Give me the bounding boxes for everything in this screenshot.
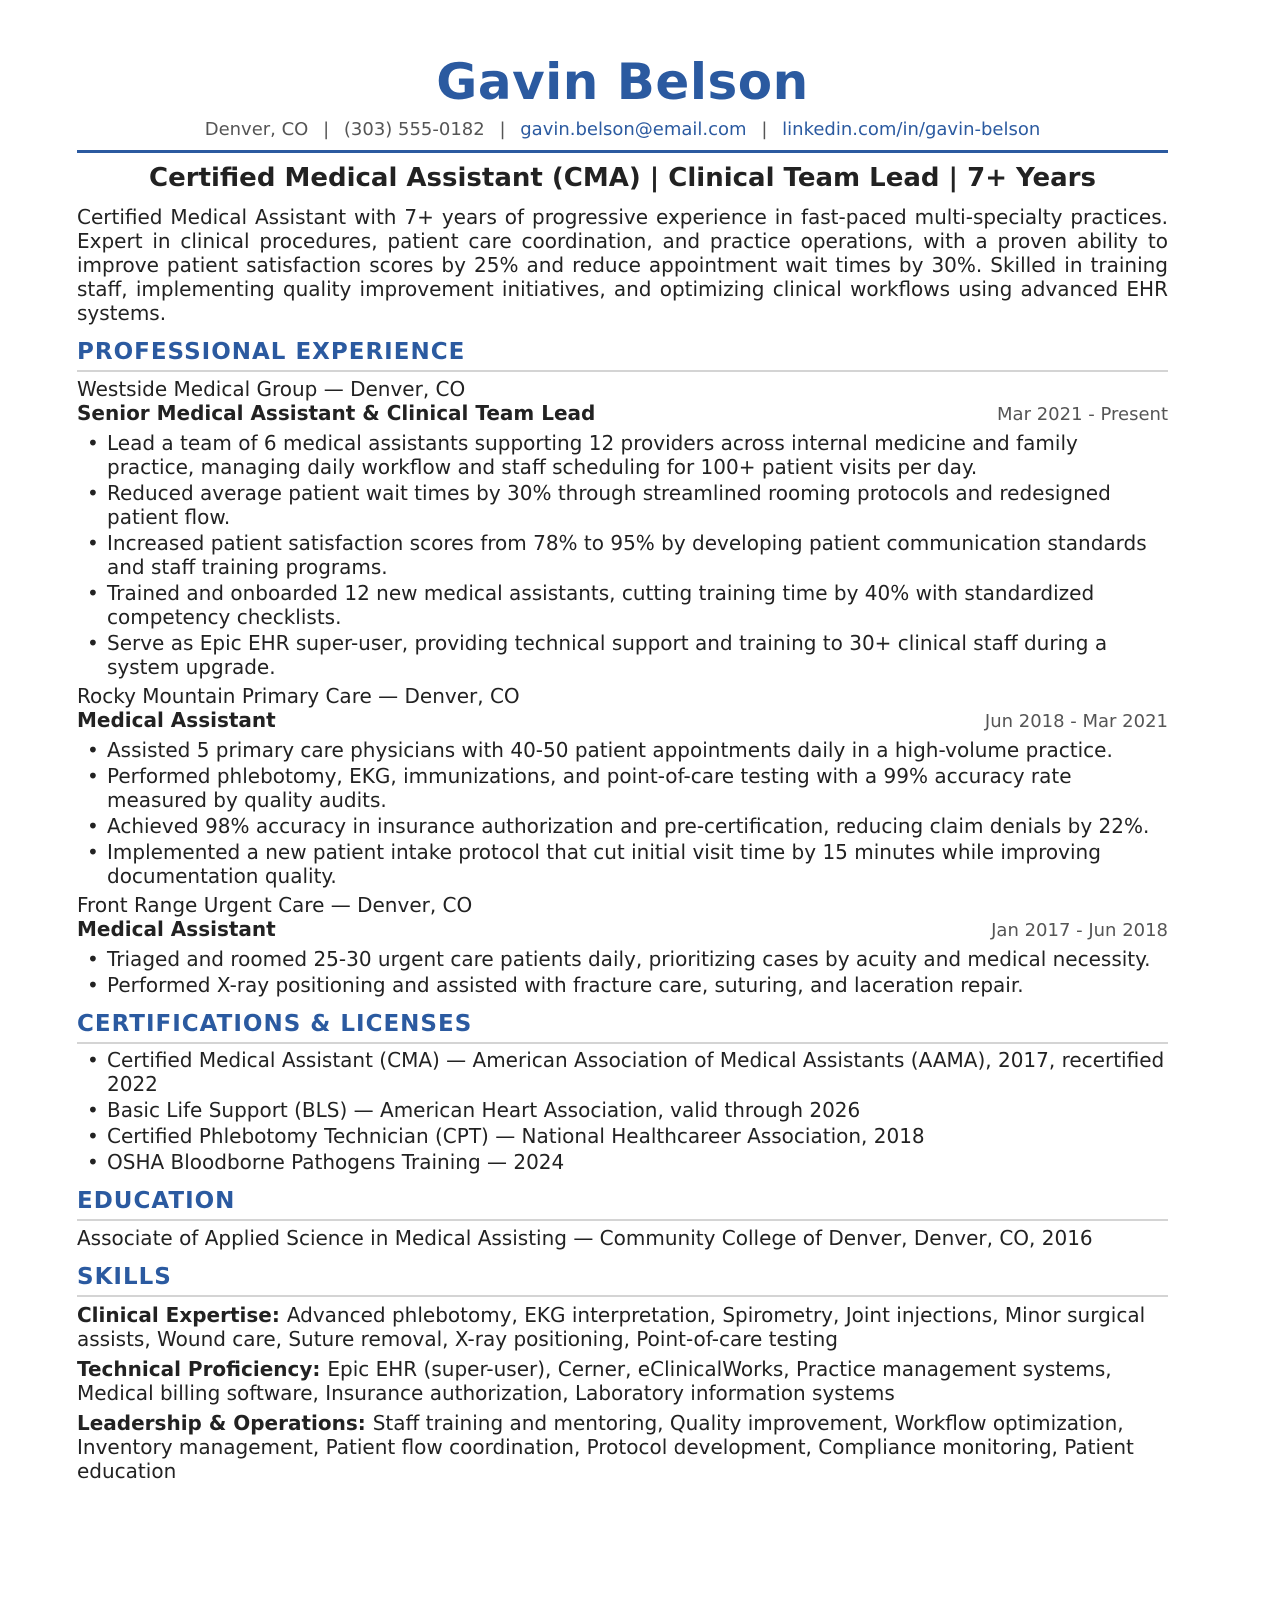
job-dates: Mar 2021 - Present xyxy=(997,404,1168,425)
section-title-certifications: CERTIFICATIONS & LICENSES xyxy=(77,1010,1168,1044)
candidate-name: Gavin Belson xyxy=(436,53,809,111)
job-entry xyxy=(77,684,1168,888)
contact-separator: | xyxy=(761,119,768,140)
job-bullet: • Assisted 5 primary care physicians with 40-50 patient appointments daily in a high-volume practice. xyxy=(87,738,1168,762)
job-bullets xyxy=(77,947,1168,997)
job-role-row xyxy=(77,917,1168,943)
certification-item: • OSHA Bloodborne Pathogens Training — 2024 xyxy=(87,1150,1168,1174)
job-bullets xyxy=(77,431,1168,679)
job-company: Westside Medical Group — Denver, CO xyxy=(77,377,466,401)
skill-group xyxy=(77,1411,1168,1483)
contact-email-link[interactable]: gavin.belson@email.com xyxy=(520,119,747,140)
job-role-row xyxy=(77,401,1168,427)
certification-item: • Certified Medical Assistant (CMA) — American Association of Medical Assistants (AAMA), 2017, recertified 2022 xyxy=(87,1048,1168,1096)
skill-group-label: Clinical Expertise: xyxy=(77,1303,287,1327)
contact-location: Denver, CO xyxy=(204,119,309,140)
certification-item: • Basic Life Support (BLS) — American Heart Association, valid through 2026 xyxy=(87,1098,1168,1122)
section-title-education: EDUCATION xyxy=(77,1187,1168,1221)
skill-group-label: Leadership & Operations: xyxy=(77,1411,373,1435)
contact-separator: | xyxy=(323,119,330,140)
section-title-experience: PROFESSIONAL EXPERIENCE xyxy=(77,338,1168,372)
job-role: Medical Assistant xyxy=(77,708,276,732)
job-role: Medical Assistant xyxy=(77,917,276,941)
certification-item: • Certified Phlebotomy Technician (CPT) — National Healthcareer Association, 2018 xyxy=(87,1124,1168,1148)
contact-separator: | xyxy=(499,119,506,140)
job-bullet: • Performed phlebotomy, EKG, immunizations, and point-of-care testing with a 99% accuracy rate measured by quality audits. xyxy=(87,764,1168,812)
skill-group xyxy=(77,1357,1168,1405)
job-bullet: • Triaged and roomed 25-30 urgent care patients daily, prioritizing cases by acuity and medical necessity. xyxy=(87,947,1168,971)
job-bullet: • Achieved 98% accuracy in insurance authorization and pre-certification, reducing claim denials by 22%. xyxy=(87,814,1168,838)
skill-group-label: Technical Proficiency: xyxy=(77,1357,328,1381)
job-company: Front Range Urgent Care — Denver, CO xyxy=(77,893,473,917)
skill-group-text: Epic EHR (super-user), Cerner, eClinicalWorks, Practice management systems, Medical billing software, Insurance authorization, Laboratory information systems xyxy=(77,1357,1112,1405)
job-bullet: • Serve as Epic EHR super-user, providing technical support and training to 30+ clinical staff during a system upgrade. xyxy=(87,631,1168,679)
job-role-row xyxy=(77,708,1168,734)
education-entry: Associate of Applied Science in Medical Assisting — Community College of Denver, Denver, CO, 2016 xyxy=(77,1226,1093,1250)
job-bullet: • Implemented a new patient intake protocol that cut initial visit time by 15 minutes while improving documentation quality. xyxy=(87,840,1168,888)
skill-group xyxy=(77,1303,1168,1351)
header-divider xyxy=(77,150,1168,153)
job-dates: Jun 2018 - Mar 2021 xyxy=(984,711,1168,732)
contact-phone: (303) 555-0182 xyxy=(343,119,485,140)
section-title-skills: SKILLS xyxy=(77,1263,1168,1297)
job-bullets xyxy=(77,738,1168,888)
job-bullet: • Trained and onboarded 12 new medical assistants, cutting training time by 40% with standardized competency checklists. xyxy=(87,581,1168,629)
job-bullet: • Increased patient satisfaction scores from 78% to 95% by developing patient communication standards and staff training programs. xyxy=(87,531,1168,579)
professional-headline: Certified Medical Assistant (CMA) | Clinical Team Lead | 7+ Years xyxy=(149,163,1096,193)
job-company: Rocky Mountain Primary Care — Denver, CO xyxy=(77,684,520,708)
contact-linkedin-link[interactable]: linkedin.com/in/gavin-belson xyxy=(782,119,1041,140)
skill-group-text: Staff training and mentoring, Quality improvement, Workflow optimization, Inventory management, Patient flow coordination, Protocol development, Compliance monitoring, Patient education xyxy=(77,1411,1134,1483)
job-bullet: • Performed X-ray positioning and assisted with fracture care, suturing, and laceration repair. xyxy=(87,973,1168,997)
job-bullet: • Reduced average patient wait times by 30% through streamlined rooming protocols and redesigned patient flow. xyxy=(87,481,1168,529)
job-entry xyxy=(77,377,1168,679)
job-dates: Jan 2017 - Jun 2018 xyxy=(991,920,1168,941)
job-role: Senior Medical Assistant & Clinical Team Lead xyxy=(77,401,596,425)
skill-group-text: Advanced phlebotomy, EKG interpretation, Spirometry, Joint injections, Minor surgical assists, Wound care, Suture removal, X-ray positioning, Point-of-care testing xyxy=(77,1303,1146,1351)
professional-summary: Certified Medical Assistant with 7+ years of progressive experience in fast-paced multi-specialty practices. Expert in clinical procedures, patient care coordination, and practice operations, with a proven ability to improve patient satisfaction scores by 25% and reduce appointment wait times by 30%. Skilled in training staff, implementing quality improvement initiatives, and optimizing clinical workflows using advanced EHR systems. xyxy=(77,205,1168,325)
contact-line xyxy=(77,118,1168,142)
certification-list xyxy=(77,1048,1168,1174)
job-entry xyxy=(77,893,1168,997)
job-bullet: • Lead a team of 6 medical assistants supporting 12 providers across internal medicine and family practice, managing daily workflow and staff scheduling for 100+ patient visits per day. xyxy=(87,431,1168,479)
